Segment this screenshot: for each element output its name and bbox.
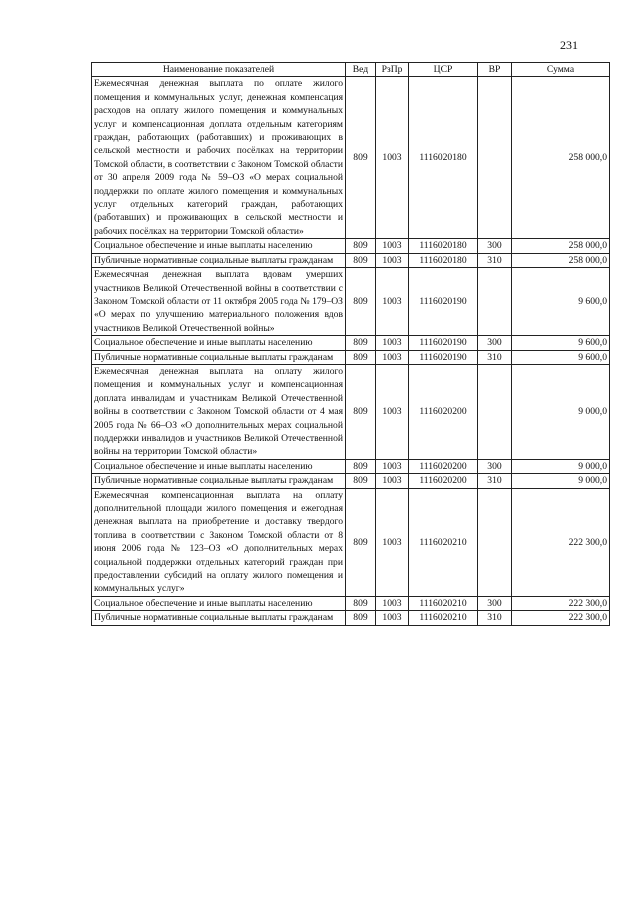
cell-sum: 9 000,0 [512, 474, 610, 488]
cell-name: Социальное обеспечение и иные выплаты населению [92, 596, 346, 610]
cell-name: Ежемесячная компенсационная выплата на оплату дополнительной площади жилого помещения и ежегодная денежная выплата на приобретение и доставку твердого топлива в соответствии с Законом Томской области от 8 июня 2006 года № 123–ОЗ «О дополнительных мерах социальной поддержки отдельных категорий граждан при предоставлении субсидий на оплату жилого помещения и коммунальных услуг» [92, 488, 346, 596]
cell-ved: 809 [346, 77, 376, 239]
cell-csr: 1116020180 [409, 77, 478, 239]
cell-vr [478, 268, 512, 336]
table-row [92, 488, 610, 596]
cell-sum: 9 000,0 [512, 364, 610, 459]
cell-name: Ежемесячная денежная выплата вдовам умерших участников Великой Отечественной войны в соответствии с Законом Томской области от 11 октября 2005 года № 179–ОЗ «О мерах по улучшению материального положения вдов участников Великой Отечественной войны» [92, 268, 346, 336]
cell-ved: 809 [346, 364, 376, 459]
cell-ved: 809 [346, 253, 376, 267]
table-row [92, 350, 610, 364]
table-row [92, 336, 610, 350]
cell-name: Публичные нормативные социальные выплаты гражданам [92, 474, 346, 488]
cell-vr [478, 488, 512, 596]
cell-sum: 9 600,0 [512, 350, 610, 364]
table-row [92, 596, 610, 610]
table-row [92, 611, 610, 625]
cell-vr [478, 364, 512, 459]
page-number: 231 [560, 38, 578, 52]
table-row [92, 459, 610, 473]
cell-ved: 809 [346, 596, 376, 610]
header-name: Наименование показателей [92, 63, 346, 77]
cell-csr: 1116020190 [409, 350, 478, 364]
header-sum: Сумма [512, 63, 610, 77]
cell-ved: 809 [346, 336, 376, 350]
table-row [92, 364, 610, 459]
cell-name: Публичные нормативные социальные выплаты гражданам [92, 253, 346, 267]
cell-sum: 258 000,0 [512, 253, 610, 267]
header-ved: Вед [346, 63, 376, 77]
cell-sum: 9 600,0 [512, 336, 610, 350]
cell-sum: 222 300,0 [512, 596, 610, 610]
cell-csr: 1116020180 [409, 253, 478, 267]
cell-rzpr: 1003 [376, 364, 409, 459]
cell-ved: 809 [346, 268, 376, 336]
cell-csr: 1116020180 [409, 239, 478, 253]
cell-vr: 300 [478, 239, 512, 253]
header-csr: ЦСР [409, 63, 478, 77]
cell-name: Ежемесячная денежная выплата на оплату жилого помещения и коммунальных услуг и компенсационная доплата инвалидам и участникам Великой Отечественной войны в соответствии с Законом Томской области от 4 мая 2005 года № 66–ОЗ «О дополнительных мерах социальной поддержки инвалидов и участников Великой Отечественной войны на территории Томской области» [92, 364, 346, 459]
table-row [92, 268, 610, 336]
cell-vr: 300 [478, 459, 512, 473]
cell-ved: 809 [346, 350, 376, 364]
cell-sum: 258 000,0 [512, 77, 610, 239]
cell-ved: 809 [346, 611, 376, 625]
cell-rzpr: 1003 [376, 77, 409, 239]
cell-csr: 1116020210 [409, 596, 478, 610]
cell-sum: 222 300,0 [512, 611, 610, 625]
cell-rzpr: 1003 [376, 268, 409, 336]
cell-sum: 9 600,0 [512, 268, 610, 336]
cell-name: Социальное обеспечение и иные выплаты населению [92, 239, 346, 253]
cell-vr: 300 [478, 336, 512, 350]
cell-vr: 300 [478, 596, 512, 610]
cell-rzpr: 1003 [376, 596, 409, 610]
header-rzpr: РзПр [376, 63, 409, 77]
cell-vr: 310 [478, 611, 512, 625]
cell-rzpr: 1003 [376, 253, 409, 267]
cell-name: Публичные нормативные социальные выплаты гражданам [92, 350, 346, 364]
header-vr: ВР [478, 63, 512, 77]
table-row [92, 253, 610, 267]
cell-vr: 310 [478, 474, 512, 488]
cell-rzpr: 1003 [376, 336, 409, 350]
cell-sum: 258 000,0 [512, 239, 610, 253]
cell-ved: 809 [346, 239, 376, 253]
cell-csr: 1116020210 [409, 488, 478, 596]
cell-rzpr: 1003 [376, 488, 409, 596]
cell-csr: 1116020190 [409, 336, 478, 350]
cell-ved: 809 [346, 474, 376, 488]
table-row [92, 77, 610, 239]
cell-name: Социальное обеспечение и иные выплаты населению [92, 336, 346, 350]
cell-vr: 310 [478, 350, 512, 364]
cell-csr: 1116020200 [409, 474, 478, 488]
cell-vr [478, 77, 512, 239]
cell-name: Публичные нормативные социальные выплаты гражданам [92, 611, 346, 625]
cell-rzpr: 1003 [376, 239, 409, 253]
cell-sum: 222 300,0 [512, 488, 610, 596]
cell-rzpr: 1003 [376, 459, 409, 473]
budget-table [91, 62, 610, 626]
cell-csr: 1116020210 [409, 611, 478, 625]
cell-sum: 9 000,0 [512, 459, 610, 473]
cell-ved: 809 [346, 488, 376, 596]
cell-rzpr: 1003 [376, 350, 409, 364]
table-row [92, 474, 610, 488]
table-header-row [92, 63, 610, 77]
table-body [92, 77, 610, 625]
cell-rzpr: 1003 [376, 611, 409, 625]
cell-rzpr: 1003 [376, 474, 409, 488]
table-row [92, 239, 610, 253]
cell-vr: 310 [478, 253, 512, 267]
cell-csr: 1116020200 [409, 459, 478, 473]
cell-ved: 809 [346, 459, 376, 473]
cell-csr: 1116020190 [409, 268, 478, 336]
cell-name: Социальное обеспечение и иные выплаты населению [92, 459, 346, 473]
cell-name: Ежемесячная денежная выплата по оплате жилого помещения и коммунальных услуг, денежная компенсация расходов на оплату жилого помещения и коммунальных услуг и компенсационная доплата отдельным категориям граждан, работающих (работавших) и проживающих в сельской местности и рабочих посёлках на территории Томской области, в соответствии с Законом Томской области от 30 апреля 2009 года № 59–ОЗ «О мерах социальной поддержки по оплате жилого помещения и коммунальных услуг отдельных категорий граждан, работающих (работавших) и проживающих в сельской местности и рабочих посёлках на территории Томской области» [92, 77, 346, 239]
cell-csr: 1116020200 [409, 364, 478, 459]
